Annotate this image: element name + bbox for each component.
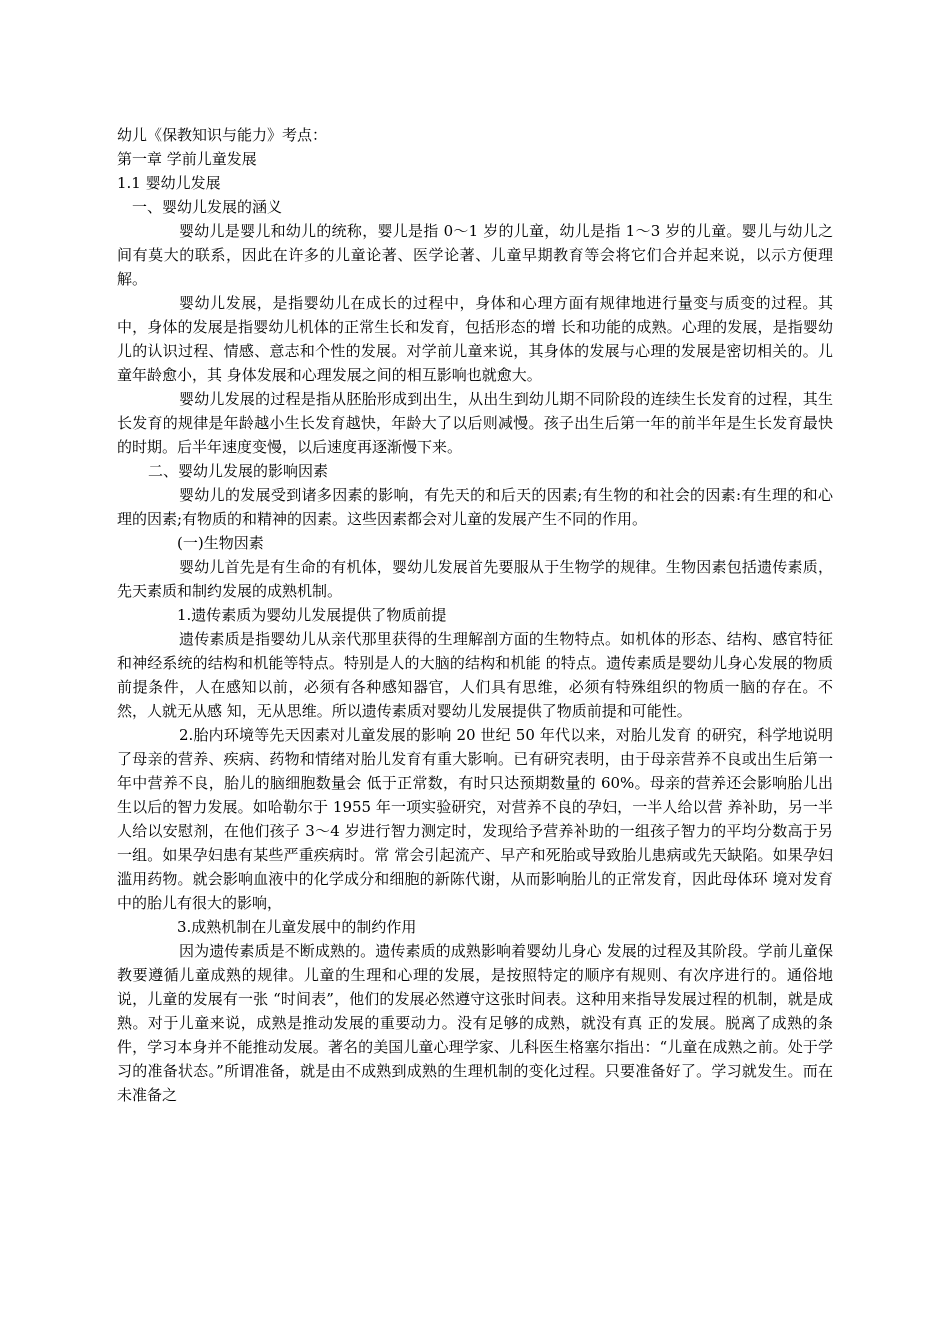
paragraph-4: 婴幼儿的发展受到诸多因素的影响，有先天的和后天的因素;有生物的和社会的因素:有生理的和心理的因素;有物质的和精神的因素。这些因素都会对儿童的发展产生不同的作用。 [117,486,833,528]
paragraph-7: 2.胎内环境等先天因素对儿童发展的影响 20 世纪 50 年代以来，对胎儿发育 的研究，科学地说明了母亲的营养、疾病、药物和情绪对胎儿发育有重大影响。已有研究表明，由于母亲营养不良或出生后第一年中营养不良，胎儿的脑细胞数量会 低于正常数，有时只达预期数量的 60%。母亲的营养还会影响胎儿出生以后的智力发展。如哈勒尔于 1955 年一项实验研究，对营养不良的孕妇，一半人给以营 养补助，另一半人给以安慰剂，在他们孩子 3～4 岁进行智力测定时，发现给予营养补助的一组孩子智力的平均分数高于另一组。如果孕妇患有某些严重疾病时。常 常会引起流产、早产和死胎或导致胎儿患病或先天缺陷。如果孕妇滥用药物。就会影响血液中的化学成分和细胞的新陈代谢，从而影响胎儿的正常发育，因此母体环 境对发育中的胎儿有很大的影响， [117,726,833,912]
paragraph-5: 婴幼儿首先是有生命的有机体，婴幼儿发展首先要服从于生物学的规律。生物因素包括遗传素质，先天素质和制约发展的成熟机制。 [117,558,833,600]
subsection-heading-4: 1.遗传素质为婴幼儿发展提供了物质前提 [177,606,447,624]
subsection-heading-1: 一、婴幼儿发展的涵义 [132,198,283,216]
subsection-heading-2: 二、婴幼儿发展的影响因素 [148,462,329,480]
document-page [117,123,833,1107]
paragraph-3: 婴幼儿发展的过程是指从胚胎形成到出生，从出生到幼儿期不同阶段的连续生长发育的过程，其生长发育的规律是年龄越小生长发育越快，年龄大了以后则减慢。孩子出生后第一年的前半年是生长发育最快的时期。后半年速度变慢，以后速度再逐渐慢下来。 [117,390,833,456]
subsection-heading-5: 3.成熟机制在儿童发展中的制约作用 [177,918,417,936]
paragraph-8: 因为遗传素质是不断成熟的。遗传素质的成熟影响着婴幼儿身心 发展的过程及其阶段。学前儿童保教要遵循儿童成熟的规律。儿童的生理和心理的发展，是按照特定的顺序有规则、有次序进行的。通俗地说，儿童的发展有一张 “时间表”，他们的发展必然遵守这张时间表。这种用来指导发展过程的机制，就是成熟。对于儿童来说，成熟是推动发展的重要动力。没有足够的成熟，就没有真 正的发展。脱离了成熟的条件，学习本身并不能推动发展。著名的美国儿童心理学家、儿科医生格塞尔指出：“儿童在成熟之前。处于学习的准备状态。”所谓准备，就是由不成熟到成熟的生理机制的变化过程。只要准备好了。学习就发生。而在未准备之 [117,942,833,1104]
paragraph-6: 遗传素质是指婴幼儿从亲代那里获得的生理解剖方面的生物特点。如机体的形态、结构、感官特征和神经系统的结构和机能等特点。特别是人的大脑的结构和机能 的特点。遗传素质是婴幼儿身心发展的物质前提条件，人在感知以前，必须有各种感知器官，人们具有思维，必须有特殊组织的物质一脑的存在。不然，人就无从感 知，无从思维。所以遗传素质对婴幼儿发展提供了物质前提和可能性。 [117,630,833,720]
document-title: 幼儿《保教知识与能力》考点： [117,126,328,144]
paragraph-2: 婴幼儿发展，是指婴幼儿在成长的过程中，身体和心理方面有规律地进行量变与质变的过程。其中，身体的发展是指婴幼儿机体的正常生长和发育，包括形态的增 长和功能的成熟。心理的发展，是指婴幼儿的认识过程、情感、意志和个性的发展。对学前儿童来说，其身体的发展与心理的发展是密切相关的。儿童年龄愈小，其 身体发展和心理发展之间的相互影响也就愈大。 [117,294,833,384]
subsection-heading-3: (一)生物因素 [177,534,264,552]
paragraph-1: 婴幼儿是婴儿和幼儿的统称，婴儿是指 0～1 岁的儿童，幼儿是指 1～3 岁的儿童。婴儿与幼儿之间有莫大的联系，因此在许多的儿童论著、医学论著、儿童早期教育等会将它们合并起来说，以示方便理解。 [117,222,833,288]
section-heading: 1.1 婴幼儿发展 [117,174,221,192]
chapter-heading: 第一章 学前儿童发展 [117,150,257,168]
